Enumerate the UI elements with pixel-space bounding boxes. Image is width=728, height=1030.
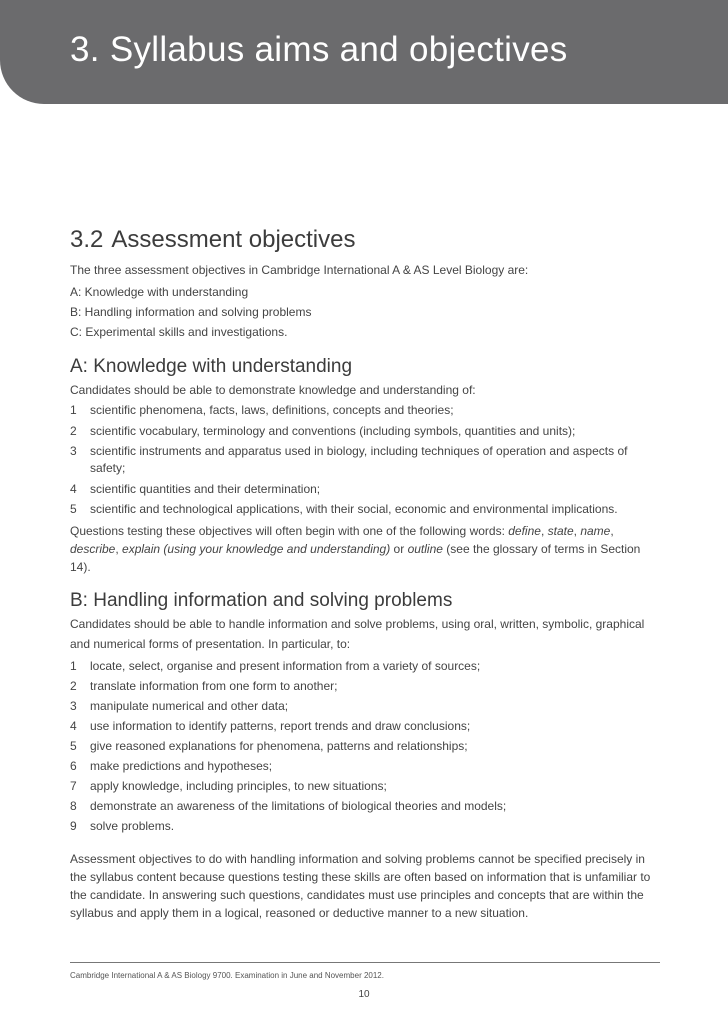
- objective-a-list: [70, 402, 660, 518]
- objective-a-note: Questions testing these objectives will often begin with one of the following words: define, state, name, describe, explain (using your knowledge and understanding) or outline (see the glossary of terms in Section 14).: [70, 523, 641, 574]
- page-content: [70, 226, 660, 922]
- list-item: 8 demonstrate an awareness of the limitations of biological theories and models;: [70, 798, 507, 813]
- list-item: 3 manipulate numerical and other data;: [70, 698, 289, 713]
- list-item: 4 scientific quantities and their determination;: [70, 481, 321, 496]
- section-title: Assessment objectives: [111, 226, 356, 253]
- list-item: 1 scientific phenomena, facts, laws, definitions, concepts and theories;: [70, 403, 454, 417]
- objective-b-list: [70, 656, 660, 836]
- objective-b-closing: Assessment objectives to do with handling information and solving problems cannot be specified precisely in the syllabus content because questions testing these skills are often based on information that is unfamiliar to the candidate. In answering such questions, candidates must use principles and concepts that are within the syllabus and apply them in a logical, reasoned or deductive manner to a new situation.: [70, 851, 651, 920]
- header-band: [0, 0, 728, 104]
- list-item: 3 scientific instruments and apparatus used in biology, including techniques of operation and aspects of safety;: [70, 444, 628, 475]
- section-intro: The three assessment objectives in Cambridge International A & AS Level Biology are:: [70, 263, 529, 277]
- objective-list-item: B: Handling information and solving problems: [70, 305, 312, 319]
- chapter-title: 3. Syllabus aims and objectives: [70, 30, 568, 69]
- list-item: 6 make predictions and hypotheses;: [70, 758, 273, 773]
- footer-text: Cambridge International A & AS Biology 9700. Examination in June and November 2012.: [70, 971, 384, 980]
- objective-a-lead: Candidates should be able to demonstrate knowledge and understanding of:: [70, 383, 476, 397]
- list-item: 5 scientific and technological applications, with their social, economic and environmental implications.: [70, 502, 618, 516]
- section-number: 3.2: [70, 226, 104, 253]
- list-item: 4 use information to identify patterns, report trends and draw conclusions;: [70, 718, 471, 733]
- list-item: 5 give reasoned explanations for phenomena, patterns and relationships;: [70, 738, 468, 753]
- objective-a-heading: A: Knowledge with understanding: [70, 356, 353, 377]
- section-heading: [70, 226, 660, 254]
- page-number: 10: [358, 989, 370, 1000]
- list-item: 2 scientific vocabulary, terminology and conventions (including symbols, quantities and units);: [70, 423, 576, 438]
- list-item: 9 solve problems.: [70, 818, 175, 833]
- list-item: 1 locate, select, organise and present information from a variety of sources;: [70, 658, 481, 673]
- objective-b-heading: B: Handling information and solving problems: [70, 589, 453, 611]
- footer-divider: [70, 962, 660, 963]
- objective-b-lead: Candidates should be able to handle information and solve problems, using oral, written, symbolic, graphical and numerical forms of presentation. In particular, to:: [70, 616, 645, 651]
- objective-list-item: C: Experimental skills and investigations.: [70, 325, 288, 339]
- objective-list-item: A: Knowledge with understanding: [70, 285, 249, 299]
- list-item: 7 apply knowledge, including principles, to new situations;: [70, 778, 387, 793]
- list-item: 2 translate information from one form to another;: [70, 678, 338, 693]
